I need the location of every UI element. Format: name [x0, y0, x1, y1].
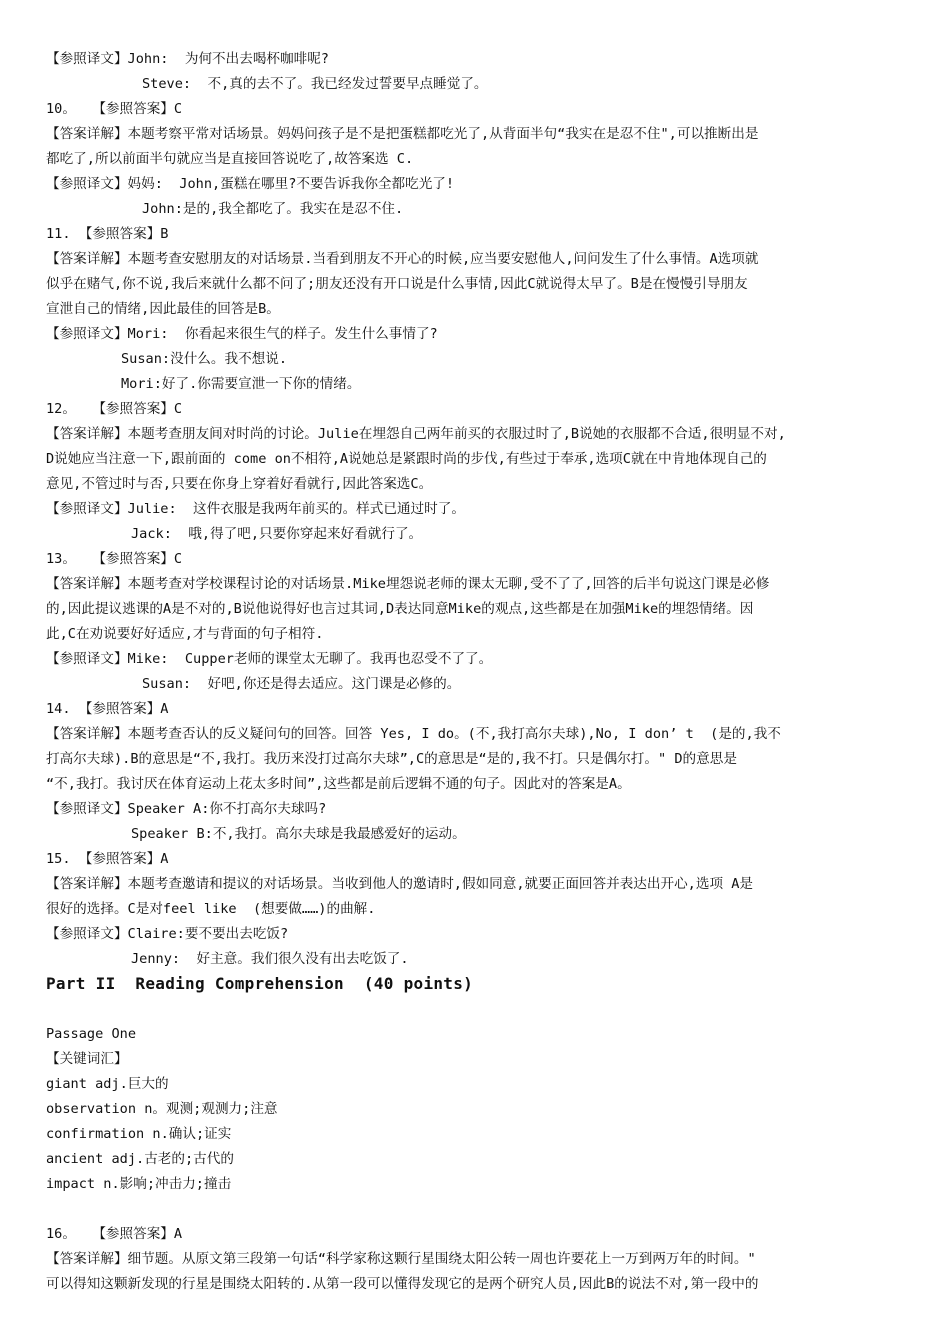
question-heading: 13。 【参照答案】C: [46, 551, 183, 567]
spacer: [46, 1197, 916, 1222]
vocab-item: confirmation n.确认;证实: [46, 1126, 232, 1142]
text-line: 【参照译文】Claire:要不要出去吃饭?: [46, 926, 289, 942]
text-line: 可以得知这颗新发现的行星是围绕太阳转的.从第一段可以懂得发现它的是两个研究人员,因此B的说法不对,第一段中的: [46, 1276, 759, 1292]
text-line: D说她应当注意一下,跟前面的 come on不相符,A说她总是紧跟时尚的步伐,有些过于奉承,选项C就在中肯地体现自己的: [46, 451, 767, 467]
text-line: 【答案详解】本题考察平常对话场景。妈妈问孩子是不是把蛋糕都吃光了,从背面半句“我实在是忍不住",可以推断出是: [46, 126, 759, 142]
text-line: 【答案详解】本题考查否认的反义疑问句的回答。回答 Yes, I do。(不,我打高尔夫球),No, I don’ t (是的,我不: [46, 726, 781, 742]
passage-title: Passage One: [46, 1026, 137, 1042]
text-line: 的,因此提议逃课的A是不对的,B说他说得好也言过其词,D表达同意Mike的观点,这些都是在加强Mike的埋怨情绪。因: [46, 601, 754, 617]
text-line: 【参照译文】John: 为何不出去喝杯咖啡呢?: [46, 51, 329, 67]
text-line: 【参照译文】Julie: 这件衣服是我两年前买的。样式已通过时了。: [46, 501, 465, 517]
text-line: 打高尔夫球).B的意思是“不,我打。我历来没打过高尔夫球”,C的意思是“是的,我不打。只是偶尔打。" D的意思是: [46, 751, 737, 767]
question-heading: 10。 【参照答案】C: [46, 101, 183, 117]
vocab-item: impact n.影响;冲击力;撞击: [46, 1176, 232, 1192]
vocab-item: ancient adj.古老的;古代的: [46, 1151, 234, 1167]
text-line: 【参照译文】Speaker A:你不打高尔夫球吗?: [46, 801, 327, 817]
text-line: 很好的选择。C是对feel like (想要做……)的曲解.: [46, 901, 376, 917]
text-line: Steve: 不,真的去不了。我已经发过誓要早点睡觉了。: [142, 76, 488, 92]
vocab-heading: 【关键词汇】: [46, 1051, 128, 1067]
text-line: 都吃了,所以前面半句就应当是直接回答说吃了,故答案选 C.: [46, 151, 414, 167]
text-line: 【答案详解】本题考查邀请和提议的对话场景。当收到他人的邀请时,假如同意,就要正面回答并表达出开心,选项 A是: [46, 876, 754, 892]
text-line: 似乎在赌气,你不说,我后来就什么都不问了;朋友还没有开口说是什么事情,因此C就说得太早了。B是在慢慢引导朋友: [46, 276, 748, 292]
vocab-item: observation n。观测;观测力;注意: [46, 1101, 278, 1117]
text-line: 【答案详解】本题考查安慰朋友的对话场景.当看到朋友不开心的时候,应当要安慰他人,问问发生了什么事情。A选项就: [46, 251, 759, 267]
question-heading: 14. 【参照答案】A: [46, 701, 169, 717]
text-line: Mori:好了.你需要宣泄一下你的情绪。: [121, 376, 361, 392]
text-line: 【答案详解】本题考查对学校课程讨论的对话场景.Mike埋怨说老师的课太无聊,受不了了,回答的后半句说这门课是必修: [46, 576, 770, 592]
text-line: 【答案详解】本题考查朋友间对时尚的讨论。Julie在埋怨自己两年前买的衣服过时了,B说她的衣服都不合适,很明显不对,: [46, 426, 786, 442]
text-line: 此,C在劝说要好好适应,才与背面的句子相符.: [46, 626, 324, 642]
document-page: [46, 47, 916, 1297]
text-line: Speaker B:不,我打。高尔夫球是我最感爱好的运动。: [131, 826, 466, 842]
text-line: Jenny: 好主意。我们很久没有出去吃饭了.: [131, 951, 409, 967]
text-line: Jack: 哦,得了吧,只要你穿起来好看就行了。: [131, 526, 423, 542]
section-heading: Part II Reading Comprehension (40 points): [46, 974, 474, 993]
text-line: 意见,不管过时与否,只要在你身上穿着好看就行,因此答案选C。: [46, 476, 433, 492]
text-line: 【参照译文】妈妈: John,蛋糕在哪里?不要告诉我你全都吃光了!: [46, 176, 455, 192]
text-line: Susan:没什么。我不想说.: [121, 351, 288, 367]
text-line: 【参照译文】Mike: Cupper老师的课堂太无聊了。我再也忍受不了了。: [46, 651, 493, 667]
text-line: John:是的,我全都吃了。我实在是忍不住.: [142, 201, 404, 217]
text-line: 【答案详解】细节题。从原文第三段第一句话“科学家称这颗行星围绕太阳公转一周也许要花上一万到两万年的时间。": [46, 1251, 756, 1267]
text-line: “不,我打。我讨厌在体育运动上花太多时间”,这些都是前后逻辑不通的句子。因此对的答案是A。: [46, 776, 631, 792]
question-heading: 15. 【参照答案】A: [46, 851, 169, 867]
text-line: Susan: 好吧,你还是得去适应。这门课是必修的。: [142, 676, 461, 692]
question-heading: 12。 【参照答案】C: [46, 401, 183, 417]
vocab-item: giant adj.巨大的: [46, 1076, 169, 1092]
text-line: 宣泄自己的情绪,因此最佳的回答是B。: [46, 301, 280, 317]
text-line: 【参照译文】Mori: 你看起来很生气的样子。发生什么事情了?: [46, 326, 438, 342]
question-heading: 16。 【参照答案】A: [46, 1226, 183, 1242]
question-heading: 11. 【参照答案】B: [46, 226, 169, 242]
